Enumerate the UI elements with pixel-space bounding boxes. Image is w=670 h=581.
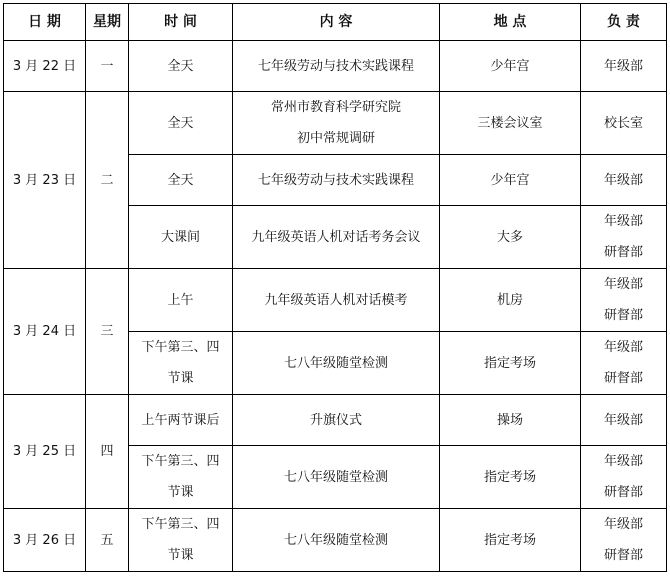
time-cell: 全天 — [129, 41, 233, 92]
place-cell: 操场 — [440, 395, 581, 446]
table-row — [4, 269, 667, 332]
header-row — [4, 4, 667, 41]
schedule-table — [3, 3, 667, 572]
place-cell: 三楼会议室 — [440, 92, 581, 155]
owner-cell: 年级部 研督部 — [581, 206, 667, 269]
time-cell: 上午 — [129, 269, 233, 332]
table-row — [4, 41, 667, 92]
owner-cell: 年级部 — [581, 395, 667, 446]
weekday-cell: 一 — [86, 41, 129, 92]
content-cell: 九年级英语人机对话考务会议 — [233, 206, 440, 269]
place-cell: 指定考场 — [440, 509, 581, 572]
owner-cell: 校长室 — [581, 92, 667, 155]
weekday-cell: 二 — [86, 92, 129, 269]
place-cell: 机房 — [440, 269, 581, 332]
header-date: 日 期 — [4, 4, 86, 41]
content-cell: 七八年级随堂检测 — [233, 509, 440, 572]
owner-cell: 年级部 — [581, 41, 667, 92]
header-weekday: 星期 — [86, 4, 129, 41]
content-cell: 常州市教育科学研究院 初中常规调研 — [233, 92, 440, 155]
place-cell: 少年宫 — [440, 41, 581, 92]
time-cell: 下午第三、四 节课 — [129, 332, 233, 395]
content-cell: 七年级劳动与技术实践课程 — [233, 41, 440, 92]
time-cell: 上午两节课后 — [129, 395, 233, 446]
date-cell: 3 月 22 日 — [4, 41, 86, 92]
place-cell: 大多 — [440, 206, 581, 269]
time-cell: 下午第三、四 节课 — [129, 509, 233, 572]
owner-cell: 年级部 研督部 — [581, 332, 667, 395]
table-row — [4, 395, 667, 446]
date-cell: 3 月 23 日 — [4, 92, 86, 269]
header-time: 时 间 — [129, 4, 233, 41]
weekday-cell: 四 — [86, 395, 129, 509]
place-cell: 指定考场 — [440, 332, 581, 395]
owner-cell: 年级部 研督部 — [581, 509, 667, 572]
date-cell: 3 月 26 日 — [4, 509, 86, 572]
header-owner: 负 责 — [581, 4, 667, 41]
place-cell: 少年宫 — [440, 155, 581, 206]
time-cell: 全天 — [129, 92, 233, 155]
owner-cell: 年级部 研督部 — [581, 446, 667, 509]
header-place: 地 点 — [440, 4, 581, 41]
time-cell: 大课间 — [129, 206, 233, 269]
time-cell: 下午第三、四 节课 — [129, 446, 233, 509]
owner-cell: 年级部 — [581, 155, 667, 206]
content-cell: 七年级劳动与技术实践课程 — [233, 155, 440, 206]
content-cell: 七八年级随堂检测 — [233, 446, 440, 509]
content-cell: 升旗仪式 — [233, 395, 440, 446]
date-cell: 3 月 25 日 — [4, 395, 86, 509]
header-content: 内 容 — [233, 4, 440, 41]
content-cell: 九年级英语人机对话模考 — [233, 269, 440, 332]
weekday-cell: 五 — [86, 509, 129, 572]
content-cell: 七八年级随堂检测 — [233, 332, 440, 395]
owner-cell: 年级部 研督部 — [581, 269, 667, 332]
date-cell: 3 月 24 日 — [4, 269, 86, 395]
weekday-cell: 三 — [86, 269, 129, 395]
time-cell: 全天 — [129, 155, 233, 206]
table-row — [4, 92, 667, 155]
table-row — [4, 509, 667, 572]
place-cell: 指定考场 — [440, 446, 581, 509]
